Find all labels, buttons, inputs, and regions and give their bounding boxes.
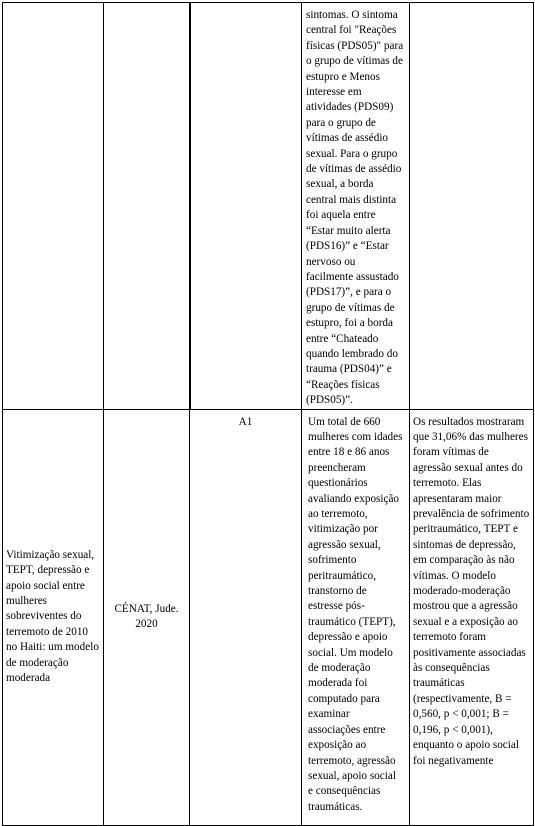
author-cell-empty bbox=[104, 3, 190, 410]
results-continuation-cell bbox=[302, 3, 410, 410]
table-row bbox=[3, 3, 534, 410]
studies-table bbox=[2, 2, 534, 826]
title-cell-empty bbox=[3, 3, 104, 410]
code-cell bbox=[190, 409, 302, 825]
study-code: A1 bbox=[238, 415, 253, 428]
study-title: Vitimização sexual, TEPT, depressão e apoio social entre mulheres sobreviventes do terremoto de 2010 no Haiti: um modelo de moderação moderada bbox=[6, 548, 99, 684]
author-year: CÉNAT, Jude. 2020 bbox=[114, 602, 179, 631]
study-title-cell bbox=[3, 409, 104, 825]
code-cell-empty bbox=[190, 3, 302, 410]
results-continuation-text: sintomas. O sintoma central foi "Reações físicas (PDS05)" para o grupo de vítimas de estupro e Menos interesse em atividades (PDS09) para o grupo de vítimas de assédio sexual. Para o grupo de vítimas de assédio sexual, a borda central mais distinta foi aquela entre “Estar muito alerta (PDS16)” e “Estar nervoso ou facilmente assustado (PDS17)”, e para o grupo de vítimas de estupro, foi a borda entre “Chateado quando lembrado do trauma (PDS04)” e “Reações físicas (PDS05)”. bbox=[306, 9, 404, 407]
method-text: Um total de 660 mulheres com idades entre 18 e 86 anos preencheram questionários avaliando exposição ao terremoto, vitimização por agressão sexual, sofrimento peritraumático, transtorno de estresse pós-traumático (TEPT), depressão e apoio social. Um modelo de moderação moderada foi computado para examinar associações entre exposição ao terremoto, agressão sexual, apoio social e consequências traumáticas. bbox=[308, 415, 403, 813]
results-cell bbox=[410, 409, 534, 825]
table-row bbox=[3, 409, 534, 825]
results-text: Os resultados mostraram que 31,06% das mulheres foram vítimas de agressão sexual antes do terremoto. Elas apresentaram maior prevalência de sofrimento peritraumático, TEPT e sintomas de depressão, em comparação às não vítimas. O modelo moderado-moderação mostrou que a agressão sexual e a exposição ao terremoto foram positivamente associadas às consequências traumáticas (respectivamente, B = 0,560, p < 0,001; B = 0,196, p < 0,001), enquanto o apoio social foi negativamente bbox=[413, 415, 530, 767]
method-cell bbox=[302, 409, 410, 825]
author-cell bbox=[104, 409, 190, 825]
extra-cell-empty bbox=[410, 3, 534, 410]
